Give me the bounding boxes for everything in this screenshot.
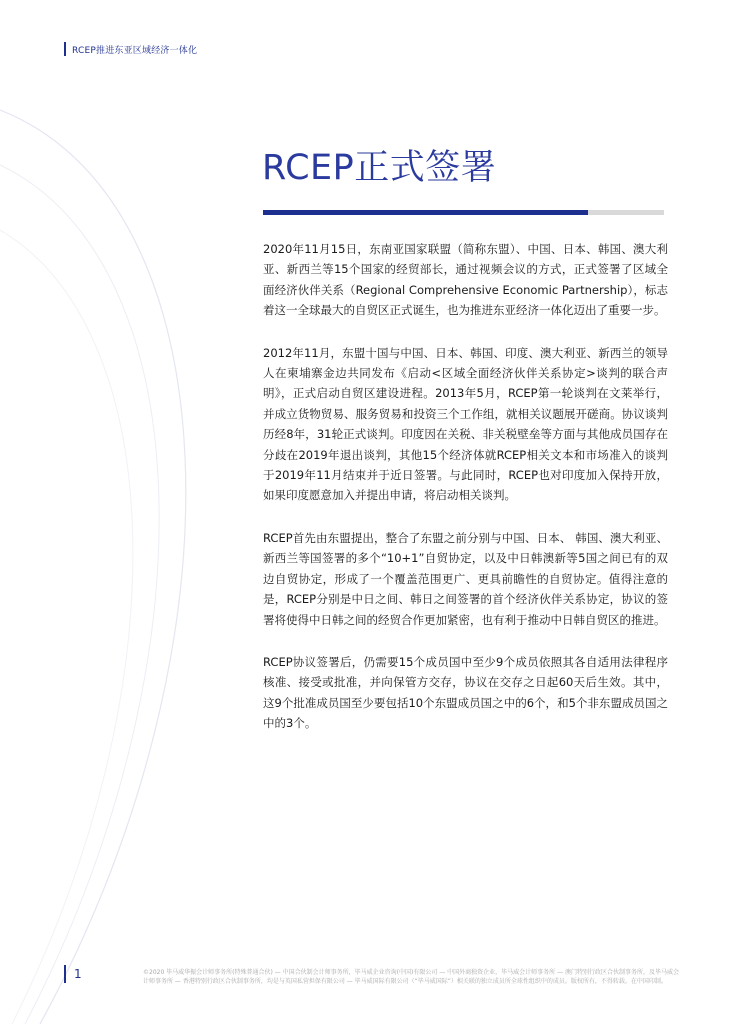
paragraph-4: RCEP协议签署后，仍需要15个成员国中至少9个成员依照其各自适用法律程序核准、接受或批准，并向保管方交存，协议在交存之日起60天后生效。其中，这9个批准成员国至少要包括10个东盟成员国之中的6个，和5个非东盟成员国之中的3个。 bbox=[263, 654, 668, 731]
article-body bbox=[263, 239, 668, 756]
header-section-title: RCEP推进东亚区域经济一体化 bbox=[72, 45, 198, 56]
paragraph-2: 2012年11月，东盟十国与中国、日本、韩国、印度、澳大利亚、新西兰的领导人在柬埔寨金边共同发布《启动<区域全面经济伙伴关系协定>谈判的联合声明》，正式启动自贸区建设进程。2013年5月，RCEP第一轮谈判在文莱举行，并成立货物贸易、服务贸易和投资三个工作组，就相关议题展开磋商。协议谈判历经8年，31轮正式谈判。印度因在关税、非关税壁垒等方面与其他成员国存在分歧在2019年退出谈判，其他15个经济体就RCEP相关文本和市场准入的谈判于2019年11月结束并于近日签署。与此同时，RCEP也对印度加入保持开放，如果印度愿意加入并提出申请，将启动相关谈判。 bbox=[263, 345, 668, 503]
paragraph-1: 2020年11月15日，东南亚国家联盟（简称东盟）、中国、日本、韩国、澳大利亚、新西兰等15个国家的经贸部长，通过视频会议的方式，正式签署了区域全面经济伙伴关系（Regional Comprehensive Economic Partnership），标志着这一全球最大的自贸区正式诞生，也为推进东亚经济一体化迈出了重要一步。 bbox=[263, 242, 668, 318]
title-underline-fill bbox=[263, 210, 588, 215]
footer-accent-bar bbox=[64, 965, 66, 983]
page-title: RCEP正式签署 bbox=[262, 148, 497, 188]
title-underline bbox=[263, 210, 664, 215]
page-number-block bbox=[64, 965, 82, 983]
header-accent-bar bbox=[64, 42, 66, 56]
copyright-notice: ©2020 毕马威华振会计师事务所(特殊普通合伙) — 中国合伙制会计师事务所，毕马威企业咨询(中国)有限公司 — 中国外商独资企业，毕马威会计师事务所 — 澳门特别行政区合伙制事务所，及毕马威会计师事务所 — 香港特别行政区合伙制事务所，均是与英国私营担保有限公司 — 毕马威国际有限公司（“毕马威国际”）相关联的独立成员所全球性组织中的成员。版权所有，不得转载。在中国印制。 bbox=[143, 969, 679, 985]
running-header bbox=[64, 41, 197, 57]
page-number: 1 bbox=[74, 967, 82, 981]
paragraph-3: RCEP首先由东盟提出，整合了东盟之前分别与中国、日本、 韩国、澳大利亚、新西兰等国签署的多个“10+1”自贸协定，以及中日韩澳新等5国之间已有的双边自贸协定，形成了一个覆盖范围更广、更具前瞻性的自贸协定。值得注意的是，RCEP分别是中日之间、韩日之间签署的首个经济伙伴关系协定，协议的签署将使得中日韩之间的经贸合作更加紧密，也有利于推动中日韩自贸区的推进。 bbox=[263, 530, 668, 627]
